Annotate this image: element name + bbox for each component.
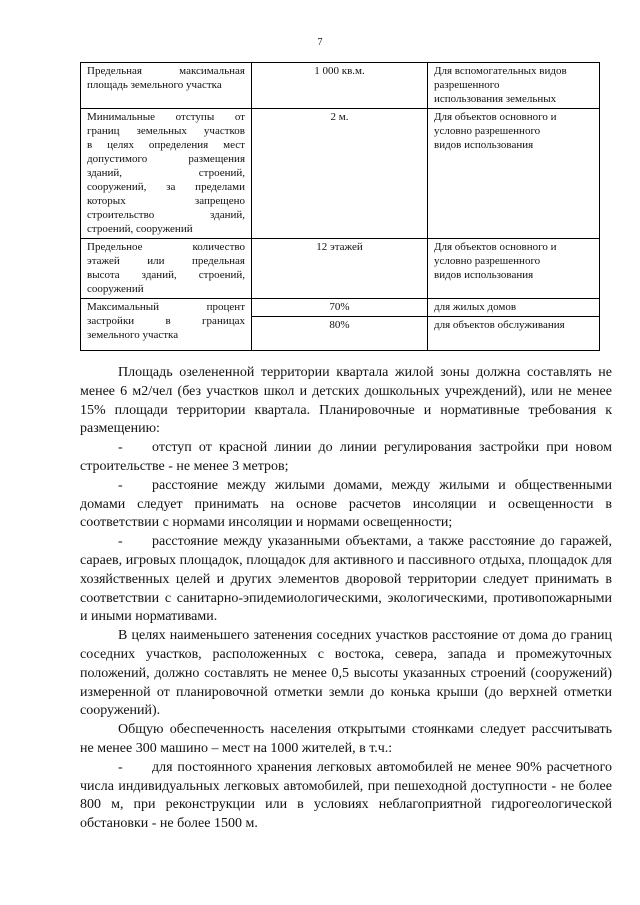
cell-text: высота зданий, строений, (87, 269, 245, 281)
value-cell: 80% (252, 317, 428, 351)
value-cell: 12 этажей (252, 239, 428, 299)
cell-text: этажей или предельная (87, 255, 245, 267)
cell-text: видов использования (434, 269, 534, 281)
note-cell: для объектов обслуживания (428, 317, 600, 351)
bullet-item (80, 439, 612, 477)
table-row (81, 63, 600, 109)
cell-text: строений, сооружений (87, 223, 193, 235)
body-text (80, 364, 612, 834)
bullet-item (80, 533, 612, 627)
table-row (81, 299, 600, 317)
dash-marker: - (118, 440, 123, 456)
cell-text: разрешенного (434, 79, 500, 91)
cell-text: строительство зданий, (87, 209, 245, 221)
cell-text: сооружений, за пределами (87, 181, 245, 193)
bullet-text: расстояние между указанными объектами, а также расстояние до гаражей, сараев, игровых площадок, площадок для активного и пассивного отдыха, площадок для хозяйственных целей и других элементов дворовой территории следует принимать в соответствии с санитарно-эпидемиологическими, экологическими, противопожарными и иными нормативами. (80, 534, 612, 625)
cell-text: Максимальный процент (87, 301, 245, 313)
cell-text: Для вспомогательных видов (434, 65, 567, 77)
parameters-table (80, 62, 600, 351)
cell-text: использования земельных (434, 93, 557, 105)
bullet-item (80, 477, 612, 533)
cell-text: застройки в границах (87, 315, 245, 327)
table-row (81, 239, 600, 299)
bullet-item (80, 759, 612, 834)
note-cell (428, 239, 600, 299)
cell-text: Для объектов основного и (434, 111, 557, 123)
table-row (81, 109, 600, 239)
cell-text: площадь земельного участка (87, 79, 222, 91)
dash-marker: - (118, 534, 123, 550)
cell-text: видов использования (434, 139, 534, 151)
value-cell: 70% (252, 299, 428, 317)
cell-text: зданий, строений, (87, 167, 245, 179)
dash-marker: - (118, 759, 123, 775)
dash-marker: - (118, 477, 123, 493)
cell-text: сооружений (87, 283, 144, 295)
note-cell (428, 63, 600, 109)
paragraph: Общую обеспеченность населения открытыми стоянками следует рассчитывать не менее 300 машино – мест на 1000 жителей, в т.ч.: (80, 722, 612, 756)
paragraph: Площадь озелененной территории квартала жилой зоны должна составлять не менее 6 м2/чел (без участков школ и детских дошкольных учреждений), или не менее 15% площади территории квартала. Планировочные и нормативные требования к размещению: (80, 365, 612, 437)
parameter-cell (81, 239, 252, 299)
value-cell: 2 м. (252, 109, 428, 239)
parameter-cell (81, 109, 252, 239)
parameter-cell (81, 63, 252, 109)
cell-text: Предельное количество (87, 241, 245, 253)
cell-text: Минимальные отступы от (87, 111, 245, 123)
cell-text: Предельная максимальная (87, 65, 245, 77)
bullet-text: отступ от красной линии до линии регулирования застройки при новом строительстве - не менее 3 метров; (80, 440, 612, 474)
value-cell: 1 000 кв.м. (252, 63, 428, 109)
bullet-text: для постоянного хранения легковых автомобилей не менее 90% расчетного числа индивидуальных легковых автомобилей, при пешеходной доступности - не более 800 м, при реконструкции или в условиях неблагоприятной гидрогеологической обстановки - не более 1500 м. (80, 759, 612, 832)
page-number: 7 (317, 37, 323, 48)
cell-text: условно разрешенного (434, 255, 541, 267)
bullet-text: расстояние между жилыми домами, между жилыми и общественными домами следует принимать на основе расчетов инсоляции и освещенности в соответствии с нормами инсоляции и нормами освещенности; (80, 477, 612, 531)
parameter-cell (81, 299, 252, 351)
cell-text: в целях определения мест (87, 139, 245, 151)
note-cell: для жилых домов (428, 299, 600, 317)
cell-text: условно разрешенного (434, 125, 541, 137)
note-cell (428, 109, 600, 239)
paragraph: В целях наименьшего затенения соседних участков расстояние от дома до границ соседних участков, расположенных с востока, севера, запада и промежуточных положений, должно составлять не менее 0,5 высоты указанных строений (сооружений) измеренной от планировочной отметки земли до конька крыши (до верхней отметки сооружений). (80, 628, 612, 719)
cell-text: которых запрещено (87, 195, 245, 207)
cell-text: границ земельных участков (87, 125, 245, 137)
cell-text: земельного участка (87, 329, 179, 341)
cell-text: допустимого размещения (87, 153, 245, 165)
cell-text: Для объектов основного и (434, 241, 557, 253)
